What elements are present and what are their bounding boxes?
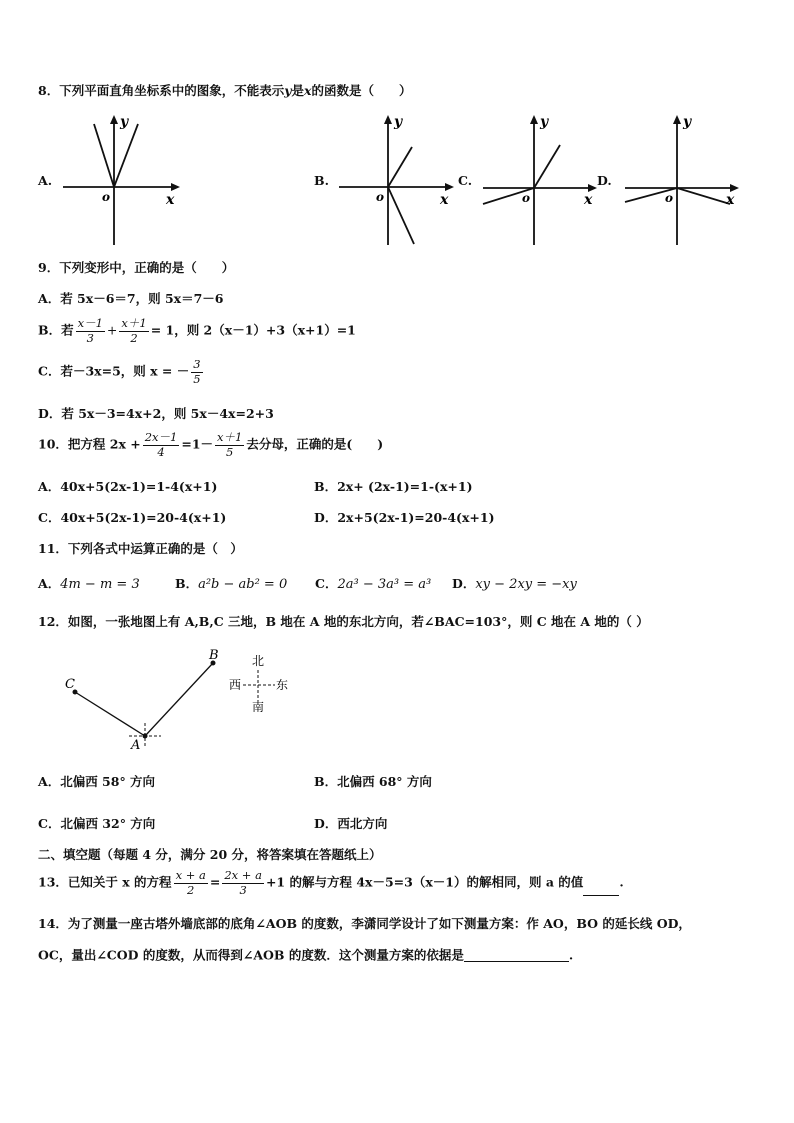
q12-option-c: C．北偏西 32° 方向 [38,816,156,831]
q9-option-c: C．若－3x=5，则 x = － $\frac{3}{5}$ [38,357,201,386]
q12-option-d: D．西北方向 [314,816,388,831]
q11-stem: 11．下列各式中运算正确的是（ ） [38,541,243,556]
q9-option-a: A．若 5x－6＝7，则 5x＝7－6 [38,291,224,306]
q12-option-b: B．北偏西 68° 方向 [314,774,432,789]
q10-option-c: C．40x+5(2x-1)=20-4(x+1) [38,510,227,525]
q8-graph-d [622,112,747,247]
q10-option-a: A．40x+5(2x-1)=1-4(x+1) [38,479,218,494]
q10-option-d: D．2x+5(2x-1)=20-4(x+1) [314,510,495,525]
q8-graph-c-x-label: x [584,192,593,208]
q12-point-b-label: B [209,648,219,663]
q14-answer-blank[interactable] [464,949,569,962]
q8-graph-b [336,112,461,247]
q8-graph-a [60,112,185,247]
q8-graph-b-x-label: x [440,192,449,208]
q9-option-b: B．若 $\frac{x-1}{3}$ + $\frac{x+1}{2}$ = 1，则 2（x－1）+3（x+1）=1 [38,316,356,345]
q8-graph-d-y-label: y [683,114,692,130]
q8-graph-a-origin-label: o [102,190,111,204]
q8-stem: 8．下列平面直角坐标系中的图象，不能表示y是x的函数是（ ） [38,83,412,98]
q8-graph-c-y-label: y [540,114,549,130]
q13-stem: 13．已知关于 x 的方程 $\frac{x + a}{2}$ = $\frac{2x + a}{3}$ +1 的解与方程 4x－5=3（x－1）的解相同，则 a 的值 . [38,868,624,897]
q9-stem: 9．下列变形中，正确的是（ ） [38,260,235,275]
q12-map-figure [55,645,305,755]
q12-point-a-label: A [131,738,141,753]
q8-option-c-label: C. [458,173,473,188]
q12-compass-north: 北 [252,654,265,668]
q8-graph-b-origin-label: o [376,190,385,204]
q8-graph-d-origin-label: o [665,191,674,205]
q12-compass-south: 南 [252,700,265,714]
q11-option-d: D．xy − 2xy = −xy [452,576,577,592]
q13-answer-blank[interactable] [583,883,619,896]
q8-option-b-label: B. [314,173,329,188]
q8-graph-b-y-label: y [394,114,403,130]
section-2-heading: 二、填空题（每题 4 分，满分 20 分，将答案填在答题纸上） [38,847,382,862]
q12-option-a: A．北偏西 58° 方向 [38,774,156,789]
q10-stem: 10．把方程 2x + $\frac{2x-1}{4}$ =1－ $\frac{x+1}{5}$ 去分母，正确的是( ) [38,430,384,459]
q8-graph-c [480,112,605,247]
q10-option-b: B．2x+ (2x-1)=1-(x+1) [314,479,473,494]
q12-stem: 12．如图，一张地图上有 A,B,C 三地，B 地在 A 地的东北方向，若∠BAC=103°，则 C 地在 A 地的（ ） [38,614,649,629]
q12-compass-west: 西 [229,678,242,692]
q8-graph-a-x-label: x [166,192,175,208]
q8-graph-d-x-label: x [726,192,735,208]
q8-graph-a-y-label: y [120,114,129,130]
q9-option-d: D．若 5x－3=4x+2，则 5x－4x=2+3 [38,406,274,421]
q11-option-c: C．2a³ − 3a³ = a³ [315,576,432,592]
q14-line-1: 14．为了测量一座古塔外墙底部的底角∠AOB 的度数，李潇同学设计了如下测量方案：作 AO，BO 的延长线 OD， [38,916,691,931]
q12-point-c-label: C [65,677,75,692]
q11-option-b: B．a²b − ab² = 0 [175,576,288,592]
q12-compass-east: 东 [276,678,289,692]
q8-option-a-label: A. [38,173,53,188]
q8-option-d-label: D. [597,173,612,188]
q14-line-2: OC，量出∠COD 的度数，从而得到∠AOB 的度数．这个测量方案的依据是 . [38,947,574,963]
q8-graph-c-origin-label: o [522,191,531,205]
q11-option-a: A．4m − m = 3 [38,576,140,592]
